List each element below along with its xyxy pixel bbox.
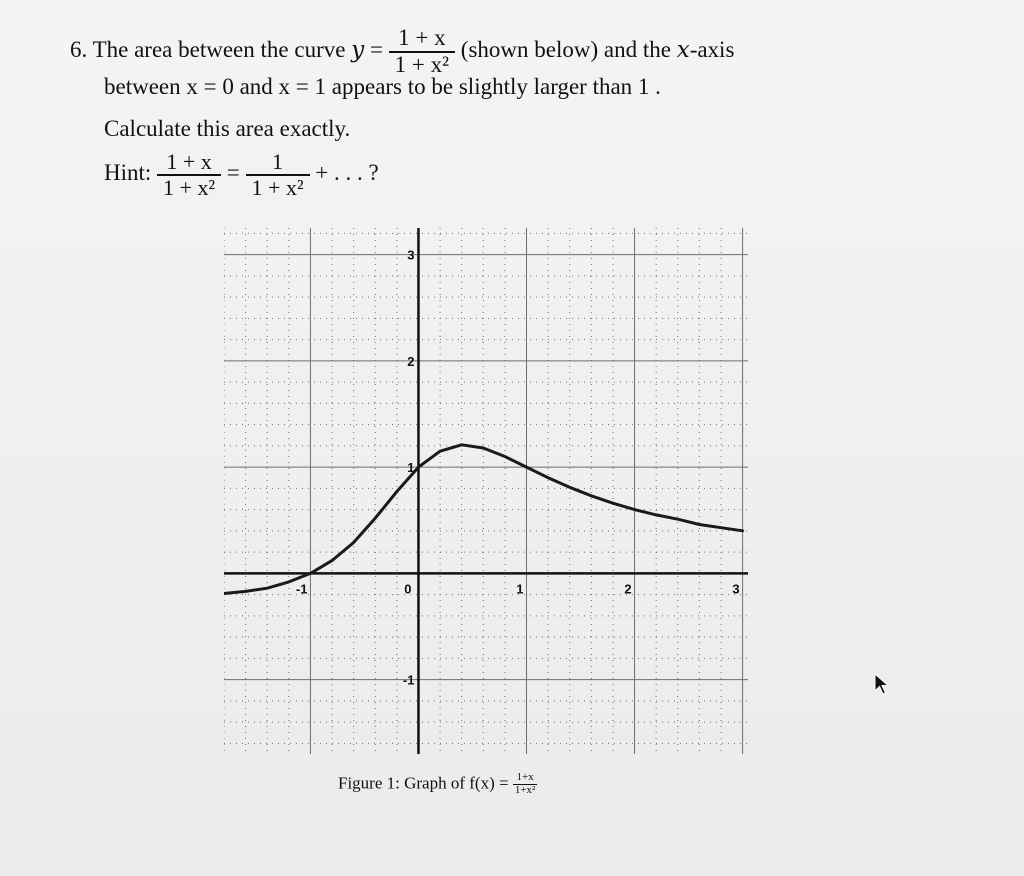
problem-line-1 (70, 26, 734, 78)
hint-equals: = (226, 160, 240, 186)
figure-caption (338, 772, 537, 797)
caption-numerator: 1+x (516, 771, 534, 783)
caption-denominator: 1+x² (514, 783, 536, 796)
caption-fraction (513, 772, 538, 797)
hint-denominator-2: 1 + x² (246, 174, 310, 200)
x-tick-label: 0 (404, 581, 412, 597)
x-tick-label: 1 (516, 581, 524, 597)
line1-text-post: (shown below) and the (460, 37, 671, 63)
curve-fraction (389, 26, 455, 78)
y-tick-label: 2 (407, 353, 415, 369)
y-tick-label: -1 (402, 672, 415, 688)
hint-denominator-1: 1 + x² (157, 174, 221, 200)
problem-line-2: between x = 0 and x = 1 appears to be slightly larger than 1 . (104, 74, 661, 99)
hint-label: Hint: (104, 160, 152, 186)
hint-numerator-1: 1 + x (166, 149, 212, 174)
y-variable: y (351, 37, 365, 64)
equals-sign: = (369, 37, 383, 63)
y-tick-label: 1 (407, 460, 415, 476)
x-tick-label: 2 (624, 581, 632, 597)
x-tick-label: -1 (295, 581, 308, 597)
problem-line-3: Calculate this area exactly. (104, 116, 351, 141)
line1-text-pre: The area between the curve (92, 37, 346, 63)
curve-denominator: 1 + x² (389, 51, 455, 78)
hint (104, 150, 379, 200)
hint-numerator-2: 1 (272, 149, 284, 174)
x-tick-label: 3 (732, 581, 740, 597)
problem-number: 6. (70, 37, 88, 63)
caption-text: Figure 1: Graph of f(x) = (338, 773, 509, 793)
hint-fraction-1 (157, 150, 221, 200)
mouse-cursor-icon (872, 672, 892, 696)
hint-tail: + . . . ? (315, 160, 379, 186)
axis-suffix: -axis (689, 37, 735, 63)
hint-fraction-2 (246, 150, 310, 200)
y-tick-label: 3 (407, 247, 415, 263)
function-graph (224, 228, 748, 754)
curve-numerator: 1 + x (398, 25, 446, 50)
x-variable: x (676, 37, 690, 64)
